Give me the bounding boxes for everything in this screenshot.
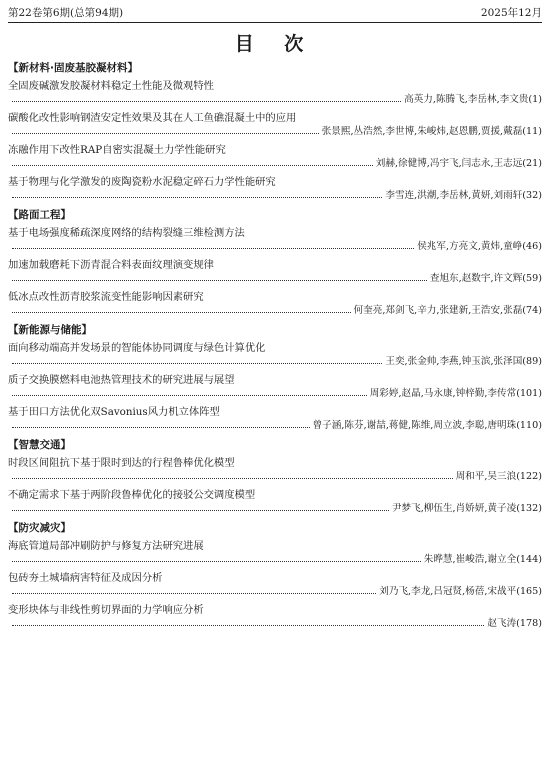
dot-leader: [12, 510, 389, 511]
toc-title: 目 次: [234, 33, 316, 55]
toc-entry[interactable]: [8, 456, 542, 483]
dot-leader: [12, 427, 310, 428]
article-title: 碳酸化改性影响钢渣安定性效果及其在人工鱼礁混凝土中的应用: [8, 112, 297, 124]
article-authors-page: 曾子涵,陈芬,谢喆,蒋健,陈维,周立波,李聪,唐明珠(110): [312, 420, 542, 431]
toc-entry[interactable]: [8, 603, 542, 630]
article-authors-page: 赵飞涛(178): [487, 618, 542, 629]
issue-info: 第22卷第6期(总第94期): [8, 7, 124, 19]
dot-leader: [12, 625, 484, 626]
article-title: 变形块体与非线性剪切界面的力学响应分析: [8, 604, 204, 616]
author-row: [8, 553, 542, 566]
article-authors-page: 刘赫,徐健博,冯宇飞,闫志永,王志远(21): [375, 158, 542, 169]
toc-entry[interactable]: [8, 341, 542, 368]
toc-section: [8, 521, 542, 630]
author-row: [8, 240, 542, 253]
article-authors-page: 查旭东,赵数宇,许文辉(59): [429, 273, 542, 284]
dot-leader: [12, 280, 427, 281]
dot-leader: [12, 133, 319, 134]
dot-leader: [12, 395, 367, 396]
author-row: [8, 272, 542, 285]
article-authors-page: 李雪连,洪潮,李岳林,黄妍,刘雨轩(32): [385, 190, 542, 201]
section-heading: 【路面工程】: [8, 209, 71, 221]
toc-entry[interactable]: [8, 290, 542, 317]
toc-section: [8, 438, 542, 515]
article-authors-page: 王奕,张金帅,李燕,钟玉滨,张泽国(89): [385, 356, 542, 367]
article-title: 低冰点改性沥青胶浆流变性能影响因素研究: [8, 291, 204, 303]
dot-leader: [12, 248, 414, 249]
toc-entry[interactable]: [8, 258, 542, 285]
dot-leader: [12, 561, 421, 562]
toc-entry[interactable]: [8, 405, 542, 432]
dot-leader: [12, 363, 382, 364]
dot-leader: [12, 197, 382, 198]
article-title: 全固废碱激发胶凝材料稳定土性能及微观特性: [8, 80, 214, 92]
section-heading: 【新能源与储能】: [8, 324, 92, 336]
section-heading: 【智慧交通】: [8, 439, 71, 451]
toc-entry[interactable]: [8, 373, 542, 400]
author-row: [8, 387, 542, 400]
author-row: [8, 189, 542, 202]
article-title: 海底管道局部冲刷防护与修复方法研究进展: [8, 540, 204, 552]
dot-leader: [12, 312, 351, 313]
article-authors-page: 何奎亮,郑剑飞,辛力,张建新,王浩安,张磊(74): [353, 305, 542, 316]
author-row: [8, 355, 542, 368]
table-of-contents: [8, 61, 542, 630]
article-authors-page: 周和平,吴三浪(122): [455, 471, 542, 482]
article-title: 面向移动端高并发场景的智能体协同调度与绿色计算优化: [8, 342, 266, 354]
article-title: 加速加载磨耗下沥青混合料表面纹理演变规律: [8, 259, 214, 271]
toc-section: [8, 208, 542, 317]
article-authors-page: 刘乃飞,李龙,吕冠贤,杨蓓,宋战平(165): [379, 586, 542, 597]
author-row: [8, 502, 542, 515]
article-title: 质子交换膜燃料电池热管理技术的研究进展与展望: [8, 374, 235, 386]
article-authors-page: 尹梦飞,柳伍生,肖娇妍,黄子凌(132): [391, 503, 542, 514]
issue-date: 2025年12月: [480, 7, 542, 19]
article-authors-page: 朱晔慧,崔峻浩,谢立全(144): [423, 554, 542, 565]
author-row: [8, 585, 542, 598]
article-title: 包砖夯土城墙病害特征及成因分析: [8, 572, 163, 584]
toc-entry[interactable]: [8, 226, 542, 253]
author-row: [8, 93, 542, 106]
toc-section: [8, 323, 542, 432]
dot-leader: [12, 593, 376, 594]
section-heading: 【新材料·固废基胶凝材料】: [8, 62, 138, 74]
article-title: 基于物理与化学激发的废陶瓷粉水泥稳定碎石力学性能研究: [8, 176, 276, 188]
toc-entry[interactable]: [8, 488, 542, 515]
dot-leader: [12, 478, 453, 479]
toc-entry[interactable]: [8, 539, 542, 566]
author-row: [8, 419, 542, 432]
article-title: 冻融作用下改性RAP自密实混凝土力学性能研究: [8, 144, 226, 156]
article-title: 基于田口方法优化双Savonius风力机立体阵型: [8, 406, 220, 418]
article-title: 时段区间阻抗下基于限时到达的行程鲁棒优化模型: [8, 457, 235, 469]
toc-entry[interactable]: [8, 79, 542, 106]
dot-leader: [12, 165, 373, 166]
article-authors-page: 高英力,陈腾飞,李岳林,李文贵(1): [404, 94, 542, 105]
author-row: [8, 304, 542, 317]
toc-entry[interactable]: [8, 111, 542, 138]
article-title: 基于电场强度稀疏深度网络的结构裂缝三维检测方法: [8, 227, 245, 239]
toc-entry[interactable]: [8, 143, 542, 170]
article-authors-page: 张景熙,丛浩然,李世博,朱峻炜,赵恩鹏,贾援,戴磊(11): [321, 126, 542, 137]
toc-entry[interactable]: [8, 175, 542, 202]
section-heading: 【防灾减灾】: [8, 522, 71, 534]
article-title: 不确定需求下基于两阶段鲁棒优化的接驳公交调度模型: [8, 489, 256, 501]
toc-entry[interactable]: [8, 571, 542, 598]
author-row: [8, 125, 542, 138]
article-authors-page: 周彩婷,赵晶,马永康,钟梓勤,李传常(101): [369, 388, 542, 399]
author-row: [8, 157, 542, 170]
dot-leader: [12, 101, 401, 102]
author-row: [8, 470, 542, 483]
article-authors-page: 侯兆军,方亮文,黄炜,童峥(46): [417, 241, 542, 252]
author-row: [8, 617, 542, 630]
toc-section: [8, 61, 542, 202]
page-header: [8, 0, 542, 23]
